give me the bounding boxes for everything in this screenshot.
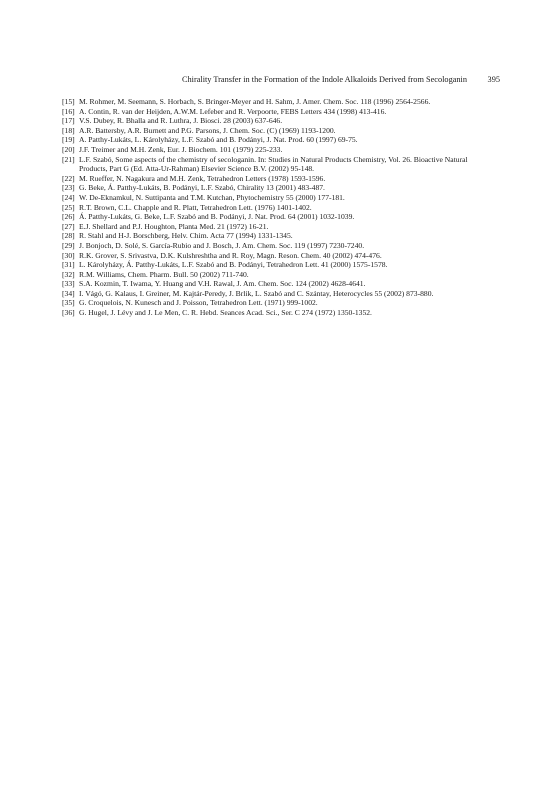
reference-item <box>62 193 492 203</box>
reference-text: I. Vágó, G. Kalaus, I. Greiner, M. Kajtár-Peredy, J. Brlik, L. Szabó and C. Szántay, Heterocycles 55 (2002) 873-880. <box>79 288 434 298</box>
reference-number: [21] <box>62 154 75 164</box>
reference-text: R.K. Grover, S. Srivastva, D.K. Kulshreshtha and R. Roy, Magn. Reson. Chem. 40 (2002) 474-476. <box>79 250 382 260</box>
reference-number: [22] <box>62 173 75 183</box>
reference-text: G. Beke, Á. Patthy-Lukáts, B. Podányi, L.F. Szabó, Chirality 13 (2001) 483-487. <box>79 183 325 193</box>
reference-text: L.F. Szabó, Some aspects of the chemistry of secologanin. In: Studies in Natural Products Chemistry, Vol. 26. Bioactive Natural Products, Part G (Ed. Atta-Ur-Rahman) Elsevier Science B.V. (2002) 95-148. <box>79 154 468 174</box>
reference-number: [15] <box>62 97 75 106</box>
reference-text: M. Rohmer, M. Seemann, S. Horbach, S. Bringer-Meyer and H. Sahm, J. Amer. Chem. Soc. 118 (1996) 2564-2566. <box>79 97 431 106</box>
reference-text: R.T. Brown, C.L. Chapple and R. Platt, Tetrahedron Lett. (1976) 1401-1402. <box>79 202 312 212</box>
reference-number: [35] <box>62 298 75 308</box>
reference-number: [34] <box>62 288 75 298</box>
page-number: 395 <box>487 75 500 84</box>
reference-number: [16] <box>62 106 75 116</box>
reference-item <box>62 97 492 107</box>
reference-item <box>62 298 492 308</box>
reference-item <box>62 279 492 289</box>
reference-text: R. Stahl and H-J. Borschberg, Helv. Chim. Acta 77 (1994) 1331-1345. <box>79 231 293 241</box>
reference-number: [30] <box>62 250 75 260</box>
reference-text: S.A. Kozmin, T. Iwama, Y. Huang and V.H. Rawal, J. Am. Chem. Soc. 124 (2002) 4628-4641. <box>79 279 366 289</box>
reference-number: [29] <box>62 240 75 250</box>
reference-item <box>62 289 492 299</box>
reference-list <box>62 97 492 318</box>
reference-number: [24] <box>62 192 75 202</box>
reference-text: W. De-Eknamkul, N. Suttipanta and T.M. Kutchan, Phytochemistry 55 (2000) 177-181. <box>79 192 345 202</box>
reference-item <box>62 231 492 241</box>
reference-item <box>62 183 492 193</box>
reference-item <box>62 270 492 280</box>
reference-item <box>62 212 492 222</box>
reference-item <box>62 241 492 251</box>
reference-text: G. Hugel, J. Lévy and J. Le Men, C. R. Hebd. Seances Acad. Sci., Ser. C 274 (1972) 1350-1352. <box>79 308 372 318</box>
reference-number: [20] <box>62 144 75 154</box>
reference-number: [26] <box>62 212 75 222</box>
reference-item <box>62 155 492 174</box>
reference-item <box>62 260 492 270</box>
reference-text: Á. Patthy-Lukáts, G. Beke, L.F. Szabó and B. Podányi, J. Nat. Prod. 64 (2001) 1032-1039. <box>79 212 355 222</box>
reference-text: A. Contin, R. van der Heijden, A.W.M. Lefeber and R. Verpoorte, FEBS Letters 434 (1998) 413-416. <box>79 106 387 116</box>
reference-item <box>62 308 492 318</box>
reference-text: A.R. Battersby, A.R. Burnett and P.G. Parsons, J. Chem. Soc. (C) (1969) 1193-1200. <box>79 125 336 135</box>
reference-number: [28] <box>62 231 75 241</box>
reference-item <box>62 203 492 213</box>
reference-number: [23] <box>62 183 75 193</box>
reference-number: [18] <box>62 125 75 135</box>
reference-item <box>62 126 492 136</box>
reference-item <box>62 145 492 155</box>
reference-number: [32] <box>62 269 75 279</box>
reference-number: [36] <box>62 308 75 318</box>
reference-text: A. Patthy-Lukáts, L. Károlyházy, L.F. Szabó and B. Podányi, J. Nat. Prod. 60 (1997) 69-75. <box>79 135 358 145</box>
reference-number: [31] <box>62 260 75 270</box>
reference-item <box>62 135 492 145</box>
reference-item <box>62 251 492 261</box>
reference-text: M. Rueffer, N. Nagakura and M.H. Zenk, Tetrahedron Letters (1978) 1593-1596. <box>79 173 326 183</box>
reference-text: L. Károlyházy, Á. Patthy-Lukáts, L.F. Szabó and B. Podányi, Tetrahedron Lett. 41 (2000) 1575-1578. <box>79 260 388 270</box>
running-title: Chirality Transfer in the Formation of the Indole Alkaloids Derived from Secologanin <box>181 75 467 84</box>
reference-number: [33] <box>62 279 75 289</box>
reference-number: [17] <box>62 116 75 126</box>
reference-text: E.J. Shellard and P.J. Houghton, Planta Med. 21 (1972) 16-21. <box>79 221 269 231</box>
reference-text: V.S. Dubey, R. Bhalla and R. Luthra, J. Biosci. 28 (2003) 637-646. <box>79 116 283 126</box>
reference-item <box>62 222 492 232</box>
reference-number: [25] <box>62 202 75 212</box>
reference-item <box>62 174 492 184</box>
reference-text: G. Croquelois, N. Kunesch and J. Poisson, Tetrahedron Lett. (1971) 999-1002. <box>79 298 318 308</box>
reference-number: [27] <box>62 221 75 231</box>
reference-text: J. Bonjoch, D. Solé, S. García-Rubio and J. Bosch, J. Am. Chem. Soc. 119 (1997) 7230-7240. <box>79 240 365 250</box>
reference-item <box>62 107 492 117</box>
reference-text: R.M. Williams, Chem. Pharm. Bull. 50 (2002) 711-740. <box>79 269 249 279</box>
reference-text: J.F. Treimer and M.H. Zenk, Eur. J. Biochem. 101 (1979) 225-233. <box>79 144 283 154</box>
reference-number: [19] <box>62 135 75 145</box>
reference-item <box>62 116 492 126</box>
